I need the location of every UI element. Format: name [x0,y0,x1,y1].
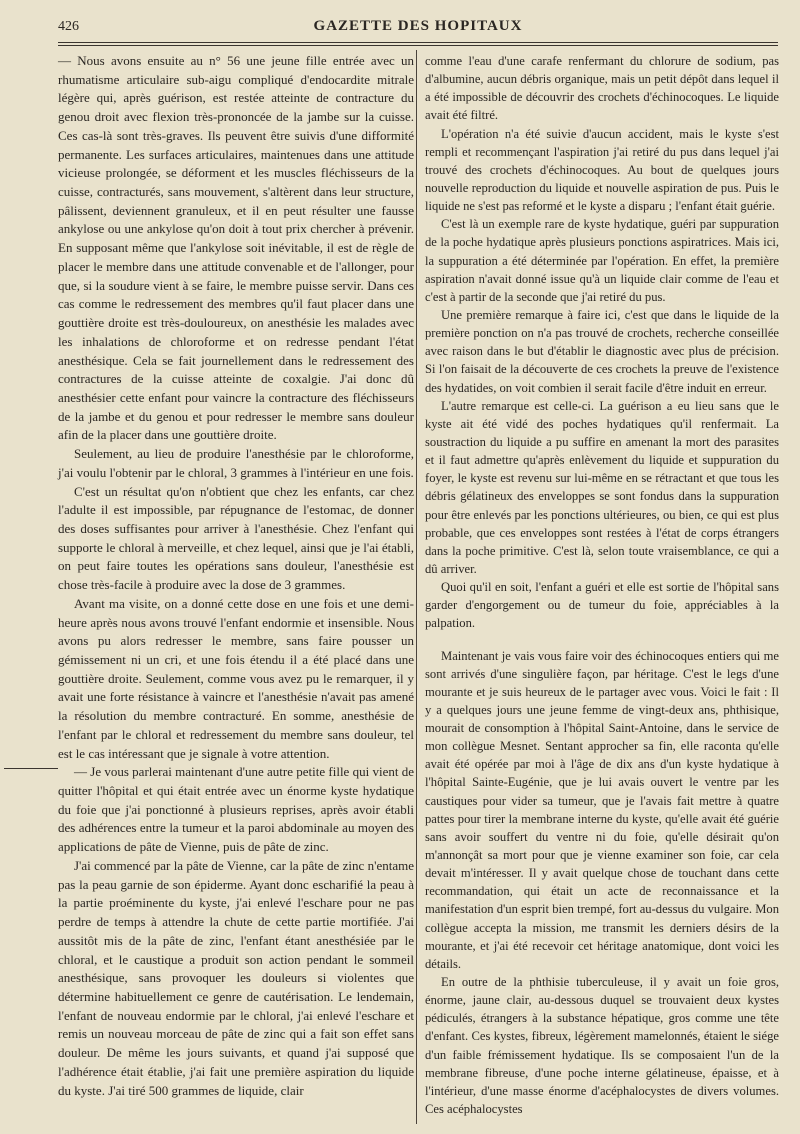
paragraph: comme l'eau d'une carafe renfermant du chlorure de sodium, pas d'albumine, aucun débris organique, mais un petit dépôt dans lequel il a été impossible de découvrir des crochets d'échinocoques. Le liquide avait été filtré. [425,54,779,123]
column-divider [416,50,417,1124]
running-title: GAZETTE DES HOPITAUX [313,18,523,34]
right-column [425,52,779,1118]
paragraph: C'est un résultat qu'on n'obtient que chez les enfants, car chez l'adulte il est impossible, par répugnance de l'estomac, de donner des doses suffisantes pour arriver à l'anesthésie. Chez l'enfant qui supporte le chloral à merveille, et chez lequel, ainsi que je l'ai établi, on peut faire toutes les opérations sans douleur, l'anesthésie est chose très-facile à produire avec la dose de 3 grammes. [58,483,414,593]
header-rule-double [58,45,778,46]
paragraph: L'opération n'a été suivie d'aucun accident, mais le kyste s'est rempli et recommençant l'aspiration j'ai retiré du pus dans lequel j'ai trouvé des crochets d'échinocoques. Au bout de quelques jours nouvelle reproduction du liquide et nouvelle aspiration de pus. Puis le liquide ne s'est pas reformé et le kyste a disparu ; l'enfant était guérie. [425,126,779,214]
page-header [58,18,778,40]
header-rule [58,42,778,43]
paragraph: — Je vous parlerai maintenant d'une autre petite fille qui vient de quitter l'hôpital et qui était entrée avec un énorme kyste hydatique du foie que j'ai ponctionné à plusieurs reprises, après avoir établi des adhérences entre la tumeur et la paroi abdominale au moyen des applications de pâte de Vienne, puis de pâte de zinc. [58,764,414,855]
paragraph: Une première remarque à faire ici, c'est que dans le liquide de la première ponction on n'a pas trouvé de crochets, recherche conseillée avec raison dans le but d'établir le diagnostic avec plus de précision. Si l'on faisait de la découverte de ces crochets la preuve de l'existence des hydatides, on voit combien il serait facile d'être induit en erreur. [425,307,779,395]
page-number: 426 [58,19,79,34]
margin-pen-mark [4,768,58,769]
left-column [58,52,414,1100]
paragraph: Maintenant je vais vous faire voir des échinocoques entiers qui me sont arrivés d'une singulière façon, par héritage. C'est le legs d'une mourante et je suis heureux de le partager avec vous. Voici le fait : Il y a quelques jours une jeune femme de vingt-deux ans, phthisique, mourait de consomption à l'hôpital Saint-Antoine, dans le service de mon collègue Mesnet. Sentant approcher sa fin, elle raconta qu'elle avait été opérée par moi à l'âge de dix ans d'un kyste hydatique à l'hôpital Sainte-Eugénie, que je lui avais ouvert le ventre par les caustiques pour vider sa tumeur, que je l'avais fait mettre à quatre pattes pour tirer la membrane interne du kyste, qu'elle avait été guérie sans avoir souffert du ventre ni du foie, qu'elle désirait qu'on m'annonçât sa mort pour que je vienne examiner son foie, car cela devait m'intéresser. Il y avait quelque chose de touchant dans cette recommandation, qui était un acte de reconnaissance et la manifestation d'un esprit bien trempé, fort au-dessus du vulgaire. Mon collègue accepta la mission, me transmit les derniers désirs de la mourante, et j'ai été recevoir cet héritage anatomique, dont voici les détails. [425,648,779,971]
paragraph: Avant ma visite, on a donné cette dose en une fois et une demi-heure après nous avons trouvé l'enfant endormie et insensible. Nous avons pu alors redresser le membre, sans faire pousser un gémissement ni un cri, et une fois étendu il a été placé dans une gouttière droite. Seulement, comme vous avez pu le remarquer, il y avait une forte résistance à vaincre et l'anesthésie n'avait pas amené la résolution du membre contracturé. En somme, anesthésie de l'enfant par le chloral et redressement du membre sans douleur, tel est le cas intéressant que je signale à votre attention. [58,595,414,761]
paragraph: En outre de la phthisie tuberculeuse, il y avait un foie gros, énorme, jaune clair, au-dessous duquel se trouvaient deux kystes pédiculés, étrangers à la substance hépatique, gros comme une tête d'enfant. Ces kystes, fibreux, légèrement mamelonnés, étaient le siége d'un faible frémissement hydatique. Ils se composaient l'un de la membrane fibreuse, d'une poche interne gélatineuse, épaisse, et à l'intérieur, d'une masse énorme d'acéphalocystes de divers volumes. Ces acéphalocystes [425,975,779,1117]
paragraph: L'autre remarque est celle-ci. La guérison a eu lieu sans que le kyste ait été vidé des poches hydatiques qu'il renfermait. La soustraction du liquide a pu suffire en amenant la mort des parasites et il faut admettre qu'après enlèvement du liquide et suppuration du foyer, le kyste est revenu sur lui-même en se rétractant et que tous les débris gélatineux des enveloppes se sont fondus dans la suppuration pour être enlevés par les ponctions ultérieures, ou bien, ce qui est plus probable, que ces enveloppes sont restées à l'état de corps étrangers dans la poche primitive. C'est là, selon toute vraisemblance, ce qui a dû arriver. [425,398,779,576]
paragraph: — Nous avons ensuite au n° 56 une jeune fille entrée avec un rhumatisme articulaire sub-aigu compliqué d'endocardite mitrale légère qui, après guérison, est restée atteinte de contracture du genou droit avec flexion très-prononcée de la jambe sur la cuisse. Ces cas-là sont très-graves. Ils peuvent être suivis d'une difformité permanente. Les surfaces articulaires, maintenues dans une attitude vicieuse prolongée, se déforment et les muscles fléchisseurs de la cuisse, contracturés, sans mouvement, s'altèrent dans leur structure, pâlissent, deviennent granuleux, et il en peut résulter une fausse ankylose ou une ankylose qu'on doit à tout prix chercher à prévenir. En supposant même que l'ankylose soit inévitable, il est de règle de placer le membre dans une attitude convenable et de l'allonger, pour que, si la soudure vient à se faire, le membre puisse servir. Dans ces cas comme le redressement des membres qu'il faut placer dans une gouttière droite est très-douloureux, on anesthésie les malades avec les inhalations de chloroforme et on redresse pendant l'état anesthésique. Cela se fait journellement dans le redressement des contractures de la cuisse atteinte de coxalgie. J'ai donc dû anesthésier cette enfant pour vaincre la contracture des fléchisseurs de la jambe et du genou et pour redresser le membre sans douleur afin de la placer dans une gouttière droite. [58,53,414,443]
paragraph: C'est là un exemple rare de kyste hydatique, guéri par suppuration de la poche hydatique après plusieurs ponctions aspiratrices. Mais ici, la suppuration a été déterminée par l'opération. En effet, la première aspiration n'avait donné issue qu'à un liquide clair comme de l'eau et c'est à partir de la seconde que j'ai retiré du pus. [425,217,779,304]
paragraph: Quoi qu'il en soit, l'enfant a guéri et elle est sortie de l'hôpital sans garder d'engorgement ou de tumeur du foie, appréciables à la palpation. [425,580,779,631]
paragraph: J'ai commencé par la pâte de Vienne, car la pâte de zinc n'entame pas la peau garnie de son épiderme. Ayant donc escharifié la peau à la partie proéminente du kyste, j'ai enlevé l'eschare pour ne pas perdre de temps à attendre la chute de cette partie mortifiée. J'ai aussitôt mis de la pâte de zinc, l'enfant étant anesthésiée par le chloral, et le caustique a produit son action pendant le sommeil anesthésique, sans provoquer les douleurs si violentes que détermine habituellement ce genre de cautérisation. Le lendemain, l'enfant de nouveau endormie par le chloral, j'ai enlevé l'eschare et remis un nouveau morceau de pâte de zinc qui a fait son effet sans douleur. De même les jours suivants, et quand j'ai supposé que l'adhérence était établie, j'ai fait une première aspiration du liquide du kyste. J'ai tiré 500 grammes de liquide, clair [58,857,414,1098]
paragraph: Seulement, au lieu de produire l'anesthésie par le chloroforme, j'ai voulu l'obtenir par le chloral, 3 grammes à l'intérieur en une fois. [58,446,414,480]
